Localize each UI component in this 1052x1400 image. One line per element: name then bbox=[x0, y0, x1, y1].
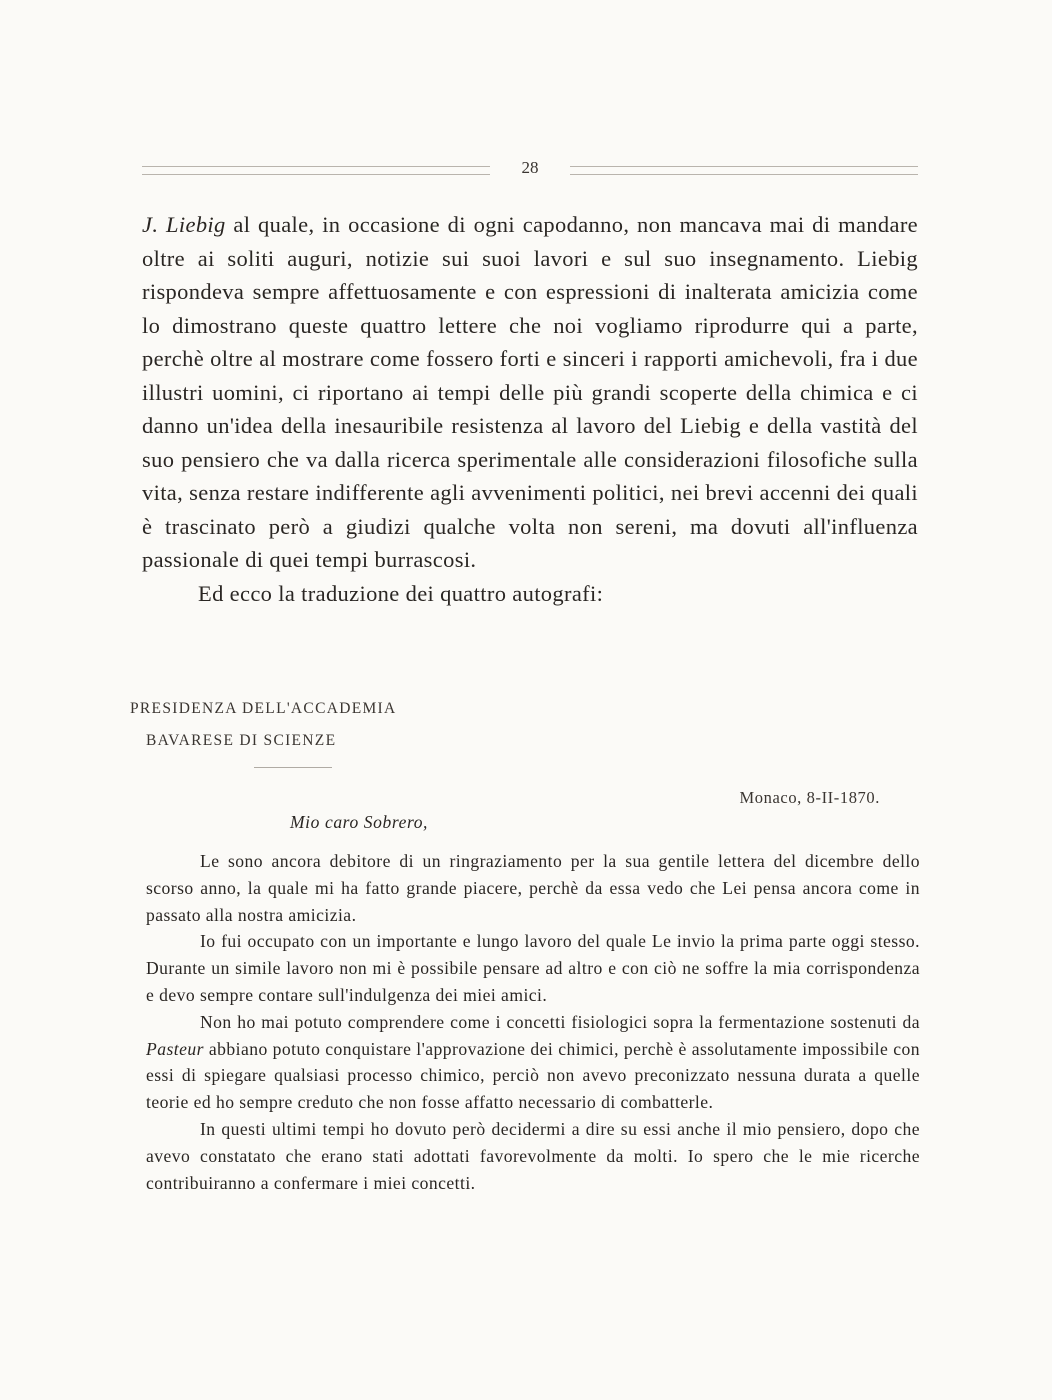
letter-paragraph-3-text-b: abbiano potuto conquistare l'approvazione dei chimici, perchè è assolutamente impossibile con essi di spiegare qualsiasi processo chimico, perciò non avevo preconizzato nessuna durata a quelle teorie ed ho sempre creduto che non fosse affatto necessario di combatterle. bbox=[146, 1038, 920, 1113]
body-text bbox=[142, 208, 918, 610]
author-name: J. Liebig bbox=[142, 212, 226, 237]
letter-paragraph-2: Io fui occupato con un importante e lungo lavoro del quale Le invio la prima parte oggi stesso. Durante un simile lavoro non mi è possibile pensare ad altro e con ciò ne soffre la mia corrispondenza e devo sempre contare sull'indulgenza dei miei amici. bbox=[146, 931, 920, 1005]
letterhead-divider bbox=[254, 767, 332, 768]
letter-salutation: Mio caro Sobrero, bbox=[290, 812, 429, 832]
pasteur-name: Pasteur bbox=[146, 1038, 204, 1059]
header-rule-right bbox=[570, 166, 918, 175]
letter-paragraph-1: Le sono ancora debitore di un ringraziamento per la sua gentile lettera del dicembre dello scorso anno, la quale mi ha fatto grande piacere, perchè da essa vedo che Lei pensa ancora come in passato alla nostra amicizia. bbox=[146, 851, 920, 925]
paragraph-2: Ed ecco la traduzione dei quattro autografi: bbox=[198, 580, 604, 606]
letter-body bbox=[146, 848, 920, 1196]
letter-paragraph-4: In questi ultimi tempi ho dovuto però decidermi a dire su essi anche il mio pensiero, dopo che avevo constatato che erano stati adottati favorevolmente da molti. Io spero che le mie ricerche contribuiranno a confermare i miei concetti. bbox=[146, 1118, 920, 1193]
page-number: 28 bbox=[521, 158, 539, 177]
paragraph-1 bbox=[142, 208, 918, 577]
letterhead-line-2: BAVARESE DI SCIENZE bbox=[146, 732, 337, 749]
paragraph-1-text: al quale, in occasione di ogni capodanno, non mancava mai di mandare oltre ai soliti auguri, notizie sui suoi lavori e sul suo insegnamento. Liebig rispondeva sempre affettuosamente e con espressioni di inalterata amicizia come lo dimostrano queste quattro lettere che noi vogliamo riprodurre qui a parte, perchè oltre al mostrare come fossero forti e sinceri i rapporti amichevoli, fra i due illustri uomini, ci riportano ai tempi delle più grandi scoperte della chimica e ci danno un'idea della inesauribile resistenza al lavoro del Liebig e della vastità del suo pensiero che va dalla ricerca sperimentale alle considerazioni filosofiche sulla vita, senza restare indifferente agli avvenimenti politici, nei brevi accenni dei quali è trascinato però a giudizi qualche volta non sereni, ma dovuti all'influenza passionale di quei tempi burrascosi. bbox=[142, 212, 919, 572]
page-header bbox=[142, 158, 918, 182]
letter-paragraph-3 bbox=[146, 1009, 920, 1116]
header-rule-left bbox=[142, 166, 490, 175]
letter-paragraph-3-text-a: Non ho mai potuto comprendere come i concetti fisiologici sopra la fermentazione sostenuti da bbox=[200, 1011, 920, 1032]
letterhead-line-1: PRESIDENZA DELL'ACCADEMIA bbox=[130, 700, 397, 717]
letter-date: Monaco, 8-II-1870. bbox=[739, 788, 880, 807]
